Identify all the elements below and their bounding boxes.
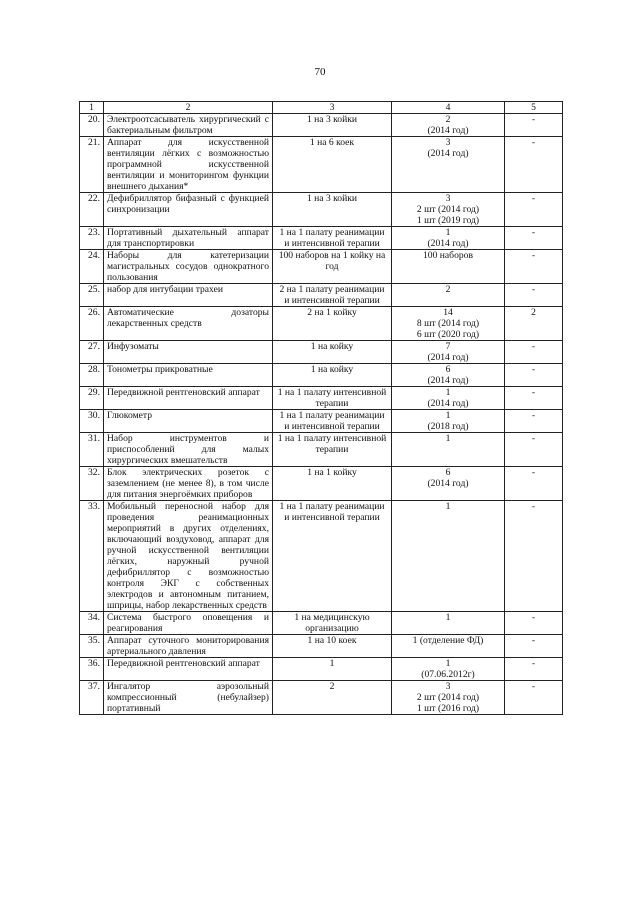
note-cell: - (505, 467, 563, 501)
quantity-line: 1 (445, 387, 451, 398)
table-row (80, 137, 563, 193)
quantity-line: 6 (445, 364, 451, 375)
note-cell: - (505, 612, 563, 635)
quantity-line: (2018 год) (427, 421, 469, 432)
norm-cell: 1 на 1 койку (273, 467, 392, 501)
table-row (80, 114, 563, 137)
table-row (80, 193, 563, 227)
note-cell: - (505, 658, 563, 681)
equipment-name-cell: Наборы для катетеризации магистральных сосудов однократного пользования (104, 250, 273, 284)
note-cell: - (505, 681, 563, 715)
table-row (80, 307, 563, 341)
quantity-line: 6 (445, 467, 451, 478)
norm-cell: 1 на 3 койки (273, 193, 392, 227)
row-number-cell: 31. (80, 433, 104, 467)
quantity-cell (392, 364, 505, 387)
quantity-cell (392, 658, 505, 681)
equipment-name-cell: Автоматические дозаторы лекарственных средств (104, 307, 273, 341)
table-row (80, 612, 563, 635)
norm-cell: 1 на 1 палату реанимации и интенсивной терапии (273, 410, 392, 433)
row-number-cell: 23. (80, 227, 104, 250)
row-number-cell: 22. (80, 193, 104, 227)
norm-cell: 1 на койку (273, 364, 392, 387)
table-header-row (80, 102, 563, 114)
quantity-line: 1 (445, 410, 451, 421)
norm-cell: 1 на 1 палату интенсивной терапии (273, 433, 392, 467)
header-cell: 5 (505, 102, 563, 114)
quantity-line: (2014 год) (427, 398, 469, 409)
equipment-name-cell: Передвижной рентгеновский аппарат (104, 658, 273, 681)
quantity-line: 1 (445, 433, 451, 444)
table-row (80, 658, 563, 681)
row-number-cell: 33. (80, 501, 104, 612)
equipment-name-cell: Инфузоматы (104, 341, 273, 364)
quantity-line: 2 шт (2014 год) (416, 204, 480, 215)
row-number-cell: 34. (80, 612, 104, 635)
quantity-cell (392, 612, 505, 635)
quantity-cell (392, 341, 505, 364)
quantity-line: (2014 год) (427, 148, 469, 159)
equipment-name-cell: Портативный дыхательный аппарат для транспортировки (104, 227, 273, 250)
table-row (80, 410, 563, 433)
row-number-cell: 21. (80, 137, 104, 193)
norm-cell: 1 на койку (273, 341, 392, 364)
quantity-line: 1 (445, 501, 451, 512)
note-cell: 2 (505, 307, 563, 341)
quantity-cell (392, 114, 505, 137)
quantity-cell (392, 433, 505, 467)
quantity-line: 3 (445, 193, 451, 204)
quantity-line: 2 (445, 114, 451, 125)
quantity-line: (07.06.2012г) (421, 669, 475, 680)
table-row (80, 433, 563, 467)
row-number-cell: 24. (80, 250, 104, 284)
norm-cell: 1 на 3 койки (273, 114, 392, 137)
equipment-name-cell: Дефибриллятор бифазный с функцией синхронизации (104, 193, 273, 227)
quantity-cell (392, 250, 505, 284)
quantity-line: 1 (445, 227, 451, 238)
norm-cell: 100 наборов на 1 койку на год (273, 250, 392, 284)
equipment-name-cell: Система быстрого оповещения и реагирования (104, 612, 273, 635)
quantity-line: 14 (443, 307, 453, 318)
quantity-line: 1 (отделение ФД) (412, 635, 484, 646)
equipment-name-cell: Передвижной рентгеновский аппарат (104, 387, 273, 410)
row-number-cell: 25. (80, 284, 104, 307)
note-cell: - (505, 341, 563, 364)
norm-cell: 1 (273, 658, 392, 681)
quantity-line: 3 (445, 137, 451, 148)
table-row (80, 227, 563, 250)
table-row (80, 501, 563, 612)
note-cell: - (505, 137, 563, 193)
quantity-cell (392, 410, 505, 433)
norm-cell: 1 на 1 палату реанимации и интенсивной терапии (273, 227, 392, 250)
quantity-line: (2014 год) (427, 125, 469, 136)
row-number-cell: 26. (80, 307, 104, 341)
quantity-line: 1 (445, 658, 451, 669)
norm-cell: 1 на 1 палату интенсивной терапии (273, 387, 392, 410)
note-cell: - (505, 364, 563, 387)
note-cell: - (505, 387, 563, 410)
quantity-line: 2 шт (2014 год) (416, 692, 480, 703)
equipment-name-cell: Мобильный переносной набор для проведения реанимационных мероприятий в других отделениях, включающий воздуховод, аппарат для ручной искусственной вентиляции лёгких, наружный ручной дефибриллятор с возможностью контроля ЭКГ с собственных электродов и автономным питанием, шприцы, набор лекарственных средств (104, 501, 273, 612)
note-cell: - (505, 410, 563, 433)
quantity-line: (2014 год) (427, 238, 469, 249)
note-cell: - (505, 501, 563, 612)
quantity-cell (392, 681, 505, 715)
table-row (80, 467, 563, 501)
norm-cell: 1 на 10 коек (273, 635, 392, 658)
quantity-line: 100 наборов (423, 250, 473, 261)
equipment-name-cell: Аппарат для искусственной вентиляции лёгких с возможностью программной искусственной вентиляции и мониторингом функции внешнего дыхания* (104, 137, 273, 193)
table-row (80, 635, 563, 658)
row-number-cell: 37. (80, 681, 104, 715)
table-row (80, 364, 563, 387)
row-number-cell: 35. (80, 635, 104, 658)
equipment-name-cell: Аппарат суточного мониторирования артериального давления (104, 635, 273, 658)
norm-cell: 2 на 1 палату реанимации и интенсивной терапии (273, 284, 392, 307)
note-cell: - (505, 193, 563, 227)
norm-cell: 2 на 1 койку (273, 307, 392, 341)
row-number-cell: 32. (80, 467, 104, 501)
row-number-cell: 30. (80, 410, 104, 433)
header-cell: 2 (104, 102, 273, 114)
quantity-line: (2014 год) (427, 478, 469, 489)
equipment-name-cell: Глюкометр (104, 410, 273, 433)
quantity-cell (392, 635, 505, 658)
row-number-cell: 20. (80, 114, 104, 137)
quantity-line: 3 (445, 681, 451, 692)
equipment-table (79, 101, 563, 715)
quantity-cell (392, 387, 505, 410)
quantity-line: 2 (445, 284, 451, 295)
quantity-line: 1 шт (2016 год) (416, 703, 480, 714)
norm-cell: 1 на медицинскую организацию (273, 612, 392, 635)
header-cell: 1 (80, 102, 104, 114)
page-number: 70 (314, 66, 326, 78)
row-number-cell: 36. (80, 658, 104, 681)
equipment-name-cell: Ингалятор аэрозольный компрессионный (небулайзер) портативный (104, 681, 273, 715)
quantity-cell (392, 307, 505, 341)
equipment-name-cell: Набор инструментов и приспособлений для малых хирургических вмешательств (104, 433, 273, 467)
norm-cell: 2 (273, 681, 392, 715)
quantity-line: 8 шт (2014 год) (416, 318, 480, 329)
equipment-name-cell: Электроотсасыватель хирургический с бактериальным фильтром (104, 114, 273, 137)
row-number-cell: 28. (80, 364, 104, 387)
note-cell: - (505, 114, 563, 137)
row-number-cell: 27. (80, 341, 104, 364)
quantity-cell (392, 227, 505, 250)
table-row (80, 284, 563, 307)
note-cell: - (505, 284, 563, 307)
quantity-line: (2014 год) (427, 352, 469, 363)
quantity-cell (392, 284, 505, 307)
note-cell: - (505, 250, 563, 284)
row-number-cell: 29. (80, 387, 104, 410)
norm-cell: 1 на 6 коек (273, 137, 392, 193)
quantity-line: 7 (445, 341, 451, 352)
equipment-name-cell: Тонометры прикроватные (104, 364, 273, 387)
quantity-line: 1 шт (2019 год) (416, 215, 480, 226)
quantity-cell (392, 137, 505, 193)
note-cell: - (505, 433, 563, 467)
quantity-line: 1 (445, 612, 451, 623)
table-row (80, 681, 563, 715)
header-cell: 3 (273, 102, 392, 114)
equipment-name-cell: Блок электрических розеток с заземлением (не менее 8), в том числе для питания энергоёмких приборов (104, 467, 273, 501)
quantity-line: 6 шт (2020 год) (416, 329, 480, 340)
table-row (80, 341, 563, 364)
note-cell: - (505, 635, 563, 658)
table-row (80, 387, 563, 410)
table-body (80, 102, 563, 715)
header-cell: 4 (392, 102, 505, 114)
equipment-name-cell: набор для интубации трахеи (104, 284, 273, 307)
norm-cell: 1 на 1 палату реанимации и интенсивной терапии (273, 501, 392, 612)
table-row (80, 250, 563, 284)
note-cell: - (505, 227, 563, 250)
quantity-cell (392, 467, 505, 501)
quantity-line: (2014 год) (427, 375, 469, 386)
quantity-cell (392, 193, 505, 227)
quantity-cell (392, 501, 505, 612)
